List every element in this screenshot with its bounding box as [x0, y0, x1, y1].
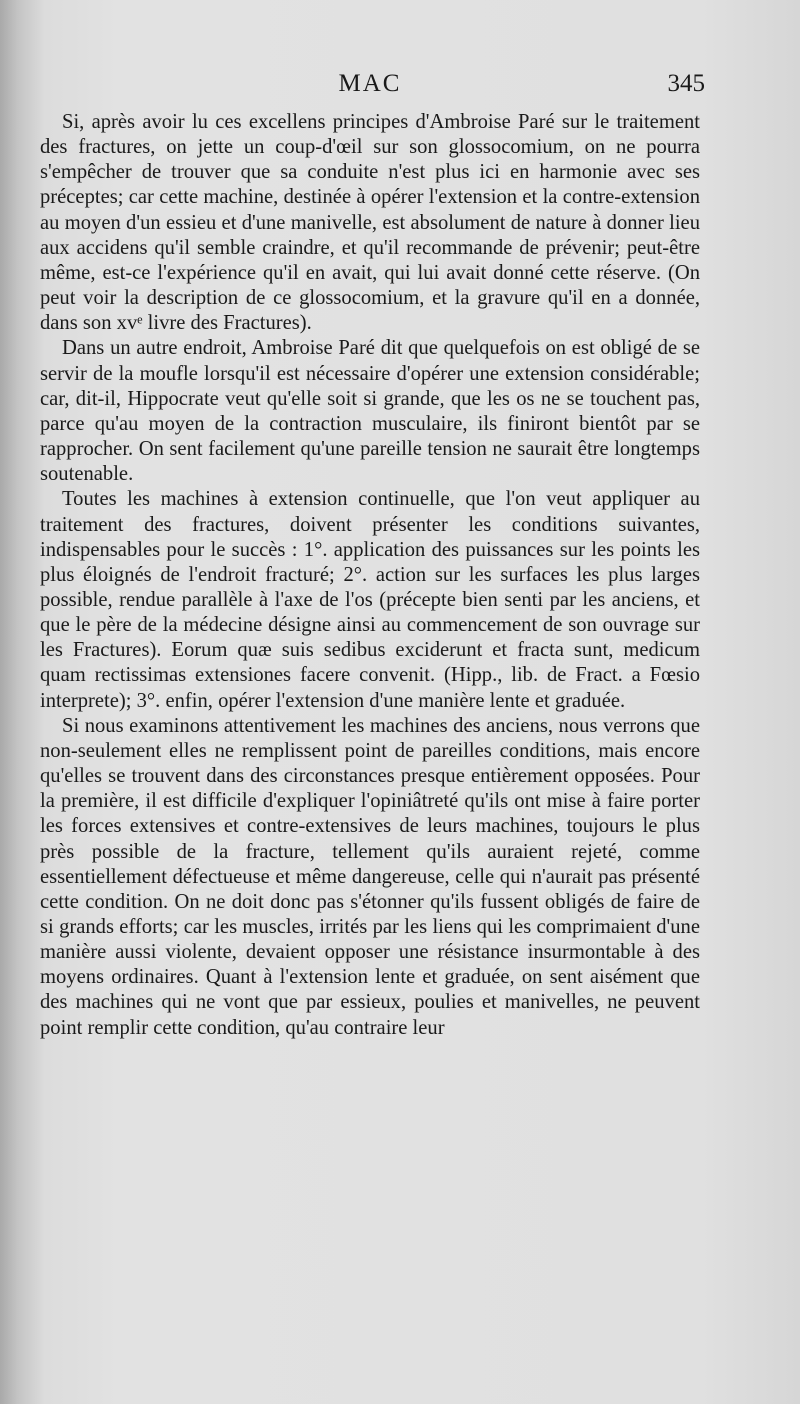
- text-block: [40, 70, 705, 1041]
- running-title: MAC: [338, 70, 402, 97]
- paragraph: Toutes les machines à extension continuelle, que l'on veut appliquer au traitement des fractures, doivent présenter les conditions suivantes, indispensables pour le succès : 1°. application des puissances sur les points les plus éloignés de l'endroit fracturé; 2°. action sur les surfaces les plus larges possible, rendue parallèle à l'axe de l'os (précepte bien senti par les anciens, et que le père de la médecine désigne ainsi au commencement de son ouvrage sur les Fractures). Eorum quæ suis sedibus exciderunt et fracta sunt, medicum quam rectissimas extensiones facere convenit. (Hipp., lib. de Fract. a Fœsio interprete); 3°. enfin, opérer l'extension d'une manière lente et graduée.: [40, 488, 700, 712]
- paragraph: Si, après avoir lu ces excellens principes d'Ambroise Paré sur le traitement des fractures, on jette un coup-d'œil sur son glossocomium, on ne pourra s'empêcher de trouver que sa conduite n'est plus ici en harmonie avec ses préceptes; car cette machine, destinée à opérer l'extension et la contre-extension au moyen d'un essieu et d'une manivelle, est absolument de nature à donner lieu aux accidens qu'il semble craindre, et qu'il recommande de prévenir; peut-être même, est-ce l'expérience qu'il en avait, qui lui avait donné cette réserve. (On peut voir la description de ce glossocomium, et la gravure qu'il en a donnée, dans son xvᵉ livre des Fractures).: [40, 111, 700, 335]
- running-head: [40, 70, 705, 110]
- page-number: 345: [667, 70, 705, 97]
- body-text: [40, 110, 700, 1041]
- paragraph: Si nous examinons attentivement les machines des anciens, nous verrons que non-seulement elles ne remplissent point de pareilles conditions, mais encore qu'elles se trouvent dans des circonstances presque entièrement opposées. Pour la première, il est difficile d'expliquer l'opiniâtreté qu'ils ont mise à faire porter les forces extensives et contre-extensives de leurs machines, toujours le plus près possible de la fracture, tellement qu'ils auraient rejeté, comme essentiellement défectueuse et même dangereuse, celle qui n'aurait pas présenté cette condition. On ne doit donc pas s'étonner qu'ils fussent obligés de faire de si grands efforts; car les muscles, irrités par les liens qui les comprimaient d'une manière aussi violente, devaient opposer une résistance insurmontable à des moyens ordinaires. Quant à l'extension lente et graduée, on sent aisément que des machines qui ne vont que par essieux, poulies et manivelles, ne peuvent point remplir cette condition, qu'au contraire leur: [40, 714, 700, 1039]
- paragraph: Dans un autre endroit, Ambroise Paré dit que quelquefois on est obligé de se servir de la moufle lorsqu'il est nécessaire d'opérer une extension considérable; car, dit-il, Hippocrate veut qu'elle soit si grande, que les os ne se touchent pas, parce qu'au moyen de la contraction musculaire, ils finiront bientôt par se rapprocher. On sent facilement qu'une pareille tension ne saurait être longtemps soutenable.: [40, 337, 700, 486]
